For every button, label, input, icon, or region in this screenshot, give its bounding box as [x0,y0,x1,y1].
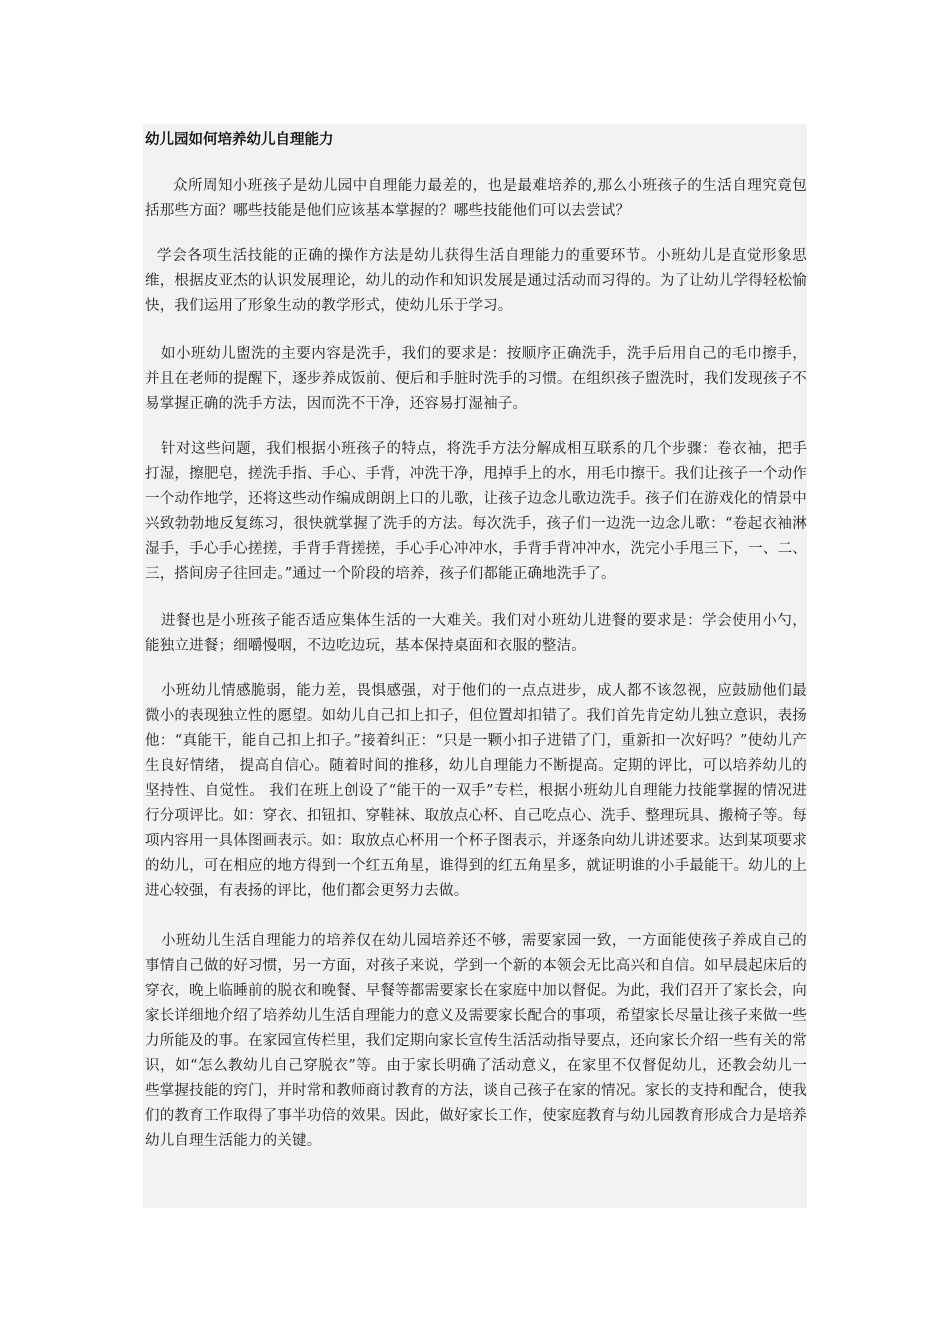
document-panel [143,124,807,1208]
paragraph-encouragement: 小班幼儿情感脆弱，能力差，畏惧感强，对于他们的一点点进步，成人都不该忽视，应鼓励他们最微小的表现独立性的愿望。如幼儿自己扣上扣子，但位置却扣错了。我们首先肯定幼儿独立意识，表扬他：“真能干，能自己扣上扣子。”接着纠正：“只是一颗小扣子进错了门，重新扣一次好吗？”使幼儿产生良好情绪， 提高自信心。随着时间的推移，幼儿自理能力不断提高。定期的评比，可以培养幼儿的坚持性、自觉性。 我们在班上创设了“能干的一双手”专栏，根据小班幼儿自理能力技能掌握的情况进行分项评比。如：穿衣、扣钮扣、穿鞋袜、取放点心杯、自己吃点心、洗手、整理玩具、搬椅子等。每项内容用一具体图画表示。如：取放点心杯用一个杯子图表示，并逐条向幼儿讲述要求。达到某项要求的幼儿，可在相应的地方得到一个红五角星，谁得到的红五角星多，就证明谁的小手最能干。幼儿的上进心较强，有表扬的评比，他们都会更努力去做。 [145,683,807,899]
paragraph-washing-steps: 针对这些问题，我们根据小班孩子的特点，将洗手方法分解成相互联系的几个步骤：卷衣袖，把手打湿，擦肥皂，搓洗手指、手心、手背，冲洗干净，甩掉手上的水，用毛巾擦干。我们让孩子一个动作一个动作地学，还将这些动作编成朗朗上口的儿歌，让孩子边念儿歌边洗手。孩子们在游戏化的情景中兴致勃勃地反复练习，很快就掌握了洗手的方法。每次洗手，孩子们一边洗一边念儿歌：“卷起衣袖淋湿手，手心手心搓搓，手背手背搓搓，手心手心冲冲水，手背手背冲冲水，洗完小手甩三下，一、二、三，搭间房子往回走。”通过一个阶段的培养，孩子们都能正确地洗手了。 [145,441,807,582]
paragraph-washing: 如小班幼儿盥洗的主要内容是洗手，我们的要求是：按顺序正确洗手，洗手后用自己的毛巾擦手，并且在老师的提醒下，逐步养成饭前、便后和手脏时洗手的习惯。在组织孩子盥洗时，我们发现孩子不易掌握正确的洗手方法，因而洗不干净，还容易打湿袖子。 [145,346,807,412]
document-title: 幼儿园如何培养幼儿自理能力 [145,132,334,148]
paragraph-skills-method: 学会各项生活技能的正确的操作方法是幼儿获得生活自理能力的重要环节。小班幼儿是直觉形象思维，根据皮亚杰的认识发展理论，幼儿的动作和知识发展是通过活动而习得的。为了让幼儿学得轻松愉快，我们运用了形象生动的教学形式，使幼儿乐于学习。 [145,248,807,314]
paragraph-intro: 众所周知小班孩子是幼儿园中自理能力最差的，也是最难培养的,那么小班孩子的生活自理究竟包括那些方面？哪些技能是他们应该基本掌握的？哪些技能他们可以去尝试？ [145,178,807,219]
paragraph-home-cooperation: 小班幼儿生活自理能力的培养仅在幼儿园培养还不够，需要家园一致，一方面能使孩子养成自己的事情自己做的好习惯，另一方面，对孩子来说，学到一个新的本领会无比高兴和自信。如早晨起床后的穿衣，晚上临睡前的脱衣和晚餐、早餐等都需要家长在家庭中加以督促。为此，我们召开了家长会，向家长详细地介绍了培养幼儿生活自理能力的意义及需要家长配合的事项，希望家长尽量让孩子来做一些力所能及的事。在家园宣传栏里，我们定期向家长宣传生活活动指导要点，还向家长介绍一些有关的常识，如“怎么教幼儿自己穿脱衣”等。由于家长明确了活动意义，在家里不仅督促幼儿，还教会幼儿一些掌握技能的窍门，并时常和教师商讨教育的方法，谈自己孩子在家的情况。家长的支持和配合，使我们的教育工作取得了事半功倍的效果。因此，做好家长工作，使家庭教育与幼儿园教育形成合力是培养幼儿自理生活能力的关键。 [145,933,807,1149]
paragraph-eating: 进餐也是小班孩子能否适应集体生活的一大难关。我们对小班幼儿进餐的要求是：学会使用小勺，能独立进餐；细嚼慢咽，不边吃边玩，基本保持桌面和衣服的整洁。 [145,613,807,654]
